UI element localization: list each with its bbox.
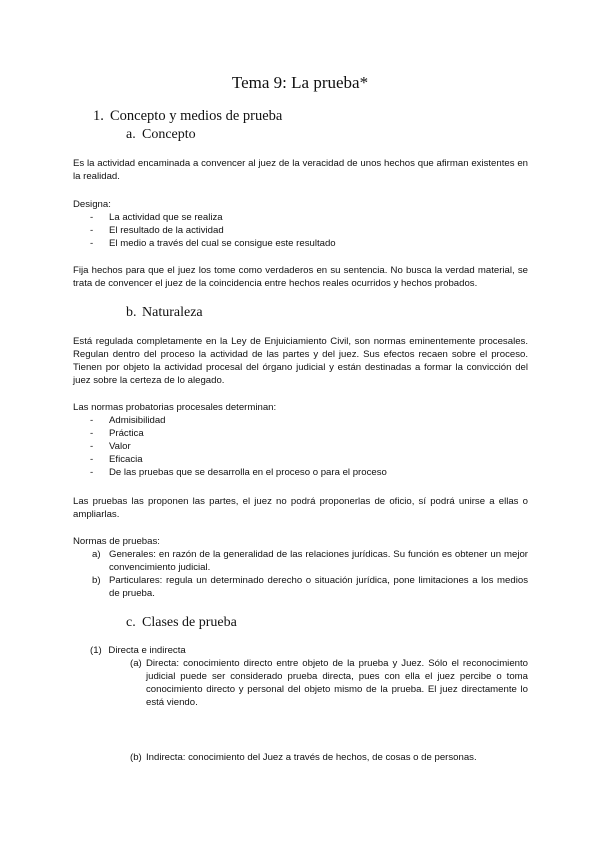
prueba-indirecta: (b) Indirecta: conocimiento del Juez a través de hechos, de cosas o de personas. <box>130 752 477 763</box>
proponen-paragraph: Las pruebas las proponen las partes, el juez no podrá proponerlas de oficio, sí podrá unirse a ellas o ampliarlas. <box>73 496 528 520</box>
list-item: b) Particulares: regula un determinado derecho o situación jurídica, pone limitaciones a los medios de prueba. <box>92 575 528 599</box>
list-item: - Eficacia <box>90 454 143 465</box>
list-item: - Práctica <box>90 428 144 439</box>
section-heading <box>93 108 282 125</box>
normas-pruebas-list <box>92 548 528 600</box>
concepto-definition: Es la actividad encaminada a convencer al juez de la veracidad de unos hechos que afirman existentes en la realidad. <box>73 158 528 182</box>
list-item: - Valor <box>90 441 131 452</box>
subsection-heading-naturaleza <box>126 305 203 321</box>
list-item: - De las pruebas que se desarrolla en el proceso o para el proceso <box>90 467 387 478</box>
fija-paragraph: Fija hechos para que el juez los tome como verdaderos en su sentencia. No busca la verdad material, se trata de convencer el juez de la coincidencia entre hechos reales ocurridos y hechos probados. <box>73 265 528 289</box>
subsection-title: Clases de prueba <box>142 615 237 630</box>
designa-label: Designa: <box>73 199 111 210</box>
subsection-number: c. <box>126 615 136 630</box>
subsection-title: Naturaleza <box>142 305 203 320</box>
item-marker: (1) <box>90 645 102 656</box>
subsection-heading-clases <box>126 615 237 631</box>
list-item: - La actividad que se realiza <box>90 212 223 223</box>
naturaleza-paragraph: Está regulada completamente en la Ley de Enjuiciamiento Civil, son normas eminentemente procesales. Regulan dentro del proceso la actividad de las partes y del juez. Sus efectos recaen sobre el proceso. Tienen por objeto la actividad procesal del órgano judicial y están destinadas a formar la convicción del juez sobre la certeza de lo alegado. <box>73 336 528 386</box>
section-title: Concepto y medios de prueba <box>110 108 283 124</box>
item-label: Directa e indirecta <box>108 645 186 656</box>
normas-pruebas-label: Normas de pruebas: <box>73 536 160 547</box>
normas-label: Las normas probatorias procesales determinan: <box>73 402 277 413</box>
subsection-title: Concepto <box>142 127 196 142</box>
list-item: a) Generales: en razón de la generalidad de las relaciones jurídicas. Su función es obtener un mejor convencimiento judicial. <box>92 549 528 573</box>
section-number: 1. <box>93 108 104 124</box>
subsection-number: b. <box>126 305 137 320</box>
list-item: - Admisibilidad <box>90 415 166 426</box>
clases-item-1 <box>90 644 186 657</box>
list-item: - El medio a través del cual se consigue este resultado <box>90 238 336 249</box>
subsection-heading-concepto <box>126 127 196 143</box>
subsection-number: a. <box>126 127 136 142</box>
list-item: - El resultado de la actividad <box>90 225 224 236</box>
designa-list <box>90 211 336 250</box>
document-title: Tema 9: La prueba* <box>231 73 369 92</box>
prueba-directa: (a) Directa: conocimiento directo entre objeto de la prueba y Juez. Sólo el reconocimiento judicial puede ser considerado prueba directa, pues con ella el juez percibe o toma conocimiento directo y personal del objeto mismo de la prueba. El juez directamente lo está viendo. <box>130 658 528 708</box>
normas-list <box>90 414 387 479</box>
